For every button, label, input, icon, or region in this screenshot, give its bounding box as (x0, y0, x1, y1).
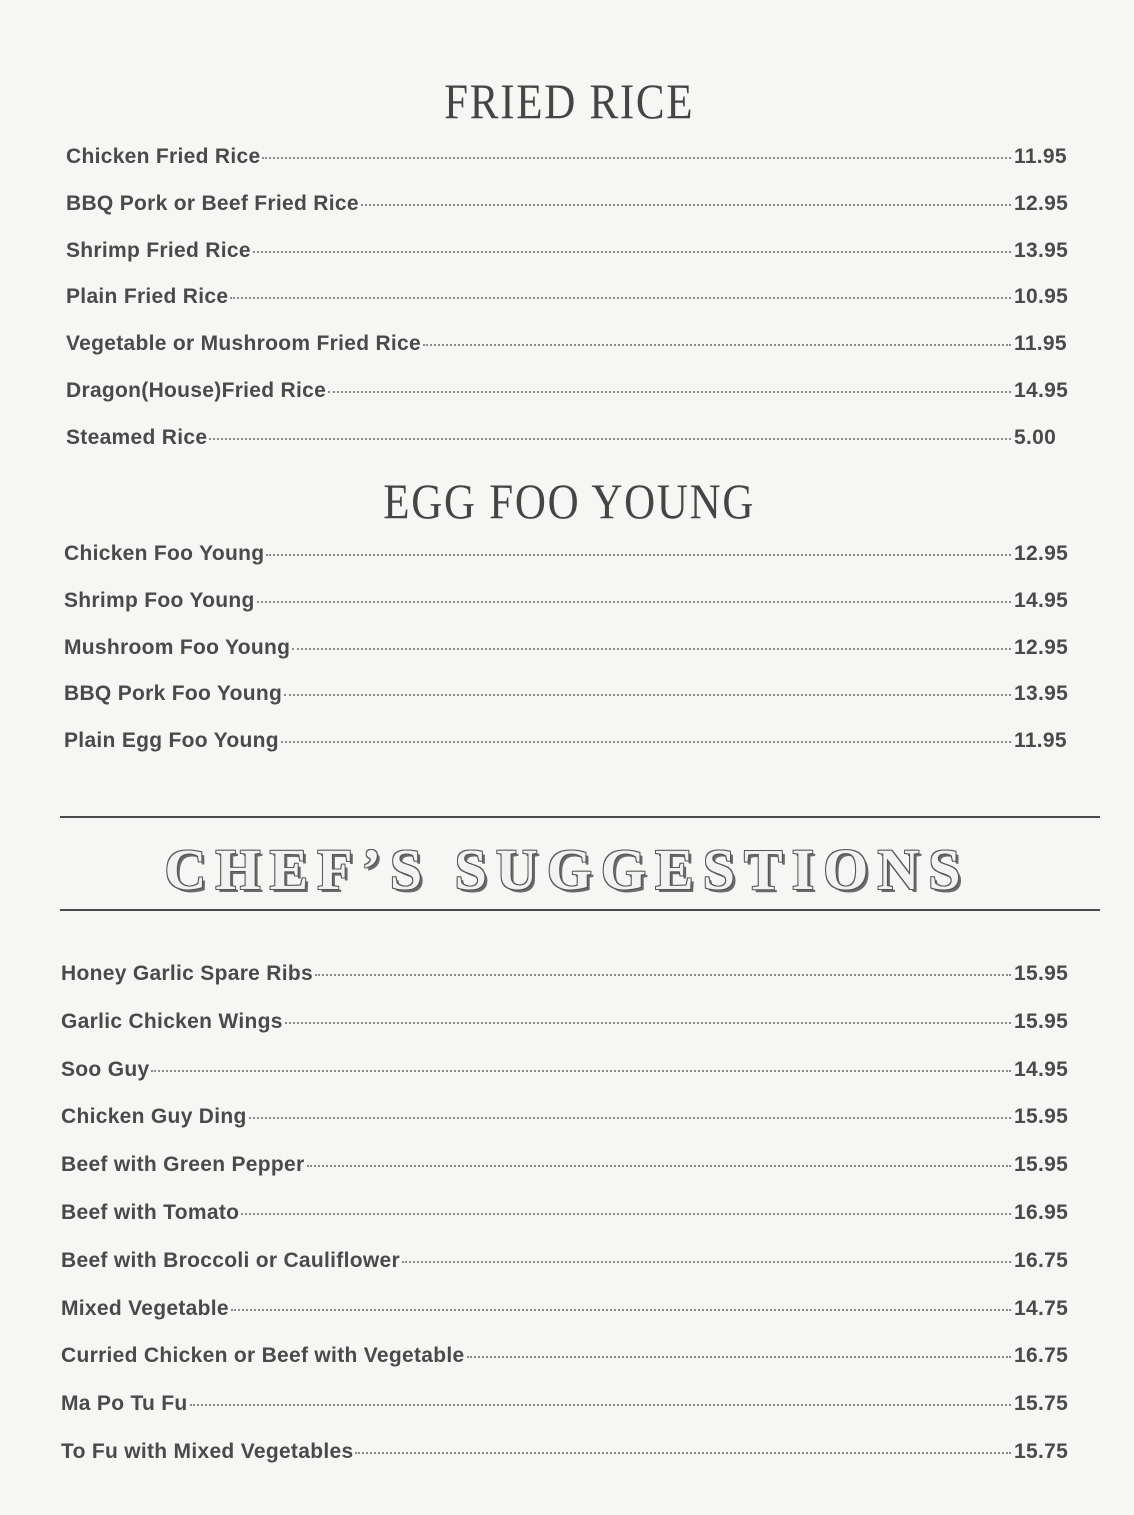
menu-item-price: 5.00 (1014, 425, 1057, 449)
top-divider (60, 816, 1100, 818)
dot-leader (151, 1070, 1011, 1072)
menu-item-price: 12.95 (1014, 542, 1069, 565)
menu-item-price: 14.95 (1014, 588, 1069, 612)
dot-leader (262, 157, 1011, 159)
menu-item-name: Mushroom Foo Young (64, 635, 291, 659)
dot-leader (230, 297, 1011, 299)
menu-item-name: To Fu with Mixed Vegetables (61, 1440, 354, 1463)
menu-item (64, 542, 1074, 566)
menu-item-price: 11.95 (1014, 145, 1067, 168)
menu-item-price: 13.95 (1014, 682, 1069, 706)
dot-leader (284, 694, 1011, 696)
menu-item (61, 1153, 1074, 1177)
dot-leader (467, 1356, 1012, 1358)
menu-item (66, 285, 1074, 309)
menu-item-price: 11.95 (1014, 729, 1067, 753)
dot-leader (266, 554, 1011, 556)
menu-item (64, 682, 1074, 706)
menu-item (61, 1201, 1074, 1225)
dot-leader (231, 1309, 1011, 1311)
menu-item-name: Chicken Foo Young (64, 542, 265, 565)
menu-item (66, 192, 1074, 216)
menu-item (64, 589, 1074, 613)
menu-item (61, 1297, 1074, 1321)
menu-item-name: Plain Fried Rice (66, 285, 229, 309)
section-title-chefs-suggestions: CHEF’S SUGGESTIONS (164, 837, 970, 902)
menu-item (61, 1249, 1074, 1273)
menu-item-name: Beef with Green Pepper (61, 1153, 305, 1177)
menu-item-price: 15.95 (1014, 1009, 1069, 1033)
dot-leader (402, 1261, 1011, 1263)
menu-item-name: Mixed Vegetable (61, 1296, 229, 1320)
menu-item (64, 729, 1074, 753)
dot-leader (190, 1404, 1011, 1406)
menu-item-name: Garlic Chicken Wings (61, 1009, 283, 1033)
menu-item (61, 1392, 1074, 1416)
menu-item-name: Ma Po Tu Fu (61, 1392, 188, 1416)
menu-item (61, 962, 1074, 986)
menu-item (66, 332, 1074, 356)
dot-leader (281, 741, 1011, 743)
menu-item-price: 13.95 (1014, 238, 1069, 262)
dot-leader (285, 1022, 1011, 1024)
dot-leader (253, 251, 1011, 253)
dot-leader (292, 648, 1011, 650)
menu-item (66, 239, 1074, 263)
dot-leader (209, 438, 1011, 440)
menu-item-name: Plain Egg Foo Young (64, 729, 279, 753)
menu-item-price: 14.95 (1014, 1057, 1069, 1081)
section-title-fried-rice: FRIED RICE (444, 73, 695, 129)
dot-leader (257, 601, 1011, 603)
menu-item-price: 16.75 (1014, 1344, 1069, 1368)
menu-item-name: Honey Garlic Spare Ribs (61, 962, 313, 985)
menu-item (64, 636, 1074, 660)
menu-item-name: Chicken Guy Ding (61, 1105, 247, 1129)
dot-leader (315, 974, 1011, 976)
menu-item-price: 15.95 (1014, 1105, 1069, 1129)
dot-leader (355, 1452, 1011, 1454)
menu-item (61, 1105, 1074, 1129)
menu-item-name: Curried Chicken or Beef with Vegetable (61, 1344, 465, 1368)
menu-item-price: 16.95 (1014, 1201, 1069, 1224)
menu-item-name: Soo Guy (61, 1057, 150, 1081)
menu-item-name: Beef with Broccoli or Cauliflower (61, 1248, 400, 1272)
menu-item-price: 14.75 (1014, 1296, 1069, 1320)
dot-leader (249, 1117, 1011, 1119)
menu-item (66, 379, 1074, 403)
menu-item-name: Vegetable or Mushroom Fried Rice (66, 332, 422, 356)
menu-item-price: 15.75 (1014, 1440, 1069, 1463)
menu-item (61, 1344, 1074, 1368)
menu-item-price: 10.95 (1014, 285, 1069, 309)
menu-item (61, 1440, 1074, 1464)
dot-leader (241, 1213, 1011, 1215)
menu-item-price: 14.95 (1014, 379, 1069, 402)
bottom-divider (60, 909, 1100, 911)
menu-item-name: Steamed Rice (66, 425, 208, 449)
menu-item-price: 15.95 (1014, 1153, 1069, 1177)
menu-item (66, 145, 1074, 169)
menu-item-price: 11.95 (1014, 332, 1067, 356)
dot-leader (361, 204, 1011, 206)
menu-item-price: 12.95 (1014, 635, 1069, 659)
menu-item (61, 1010, 1074, 1034)
menu-item (61, 1058, 1074, 1082)
menu-item (66, 426, 1074, 450)
menu-item-price: 16.75 (1014, 1248, 1069, 1272)
menu-item-price: 15.75 (1014, 1392, 1069, 1416)
menu-item-name: BBQ Pork Foo Young (64, 682, 283, 706)
dot-leader (423, 344, 1011, 346)
menu-item-name: BBQ Pork or Beef Fried Rice (66, 191, 359, 215)
menu-item-name: Shrimp Fried Rice (66, 238, 251, 262)
section-title-egg-foo-young: EGG FOO YOUNG (383, 473, 756, 529)
menu-item-name: Beef with Tomato (61, 1201, 240, 1224)
menu-item-name: Chicken Fried Rice (66, 145, 261, 168)
menu-item-name: Dragon(House)Fried Rice (66, 379, 327, 402)
menu-item-price: 12.95 (1014, 191, 1069, 215)
menu-item-name: Shrimp Foo Young (64, 588, 255, 612)
dot-leader (328, 391, 1011, 393)
menu-item-price: 15.95 (1014, 962, 1069, 985)
dot-leader (307, 1165, 1012, 1167)
